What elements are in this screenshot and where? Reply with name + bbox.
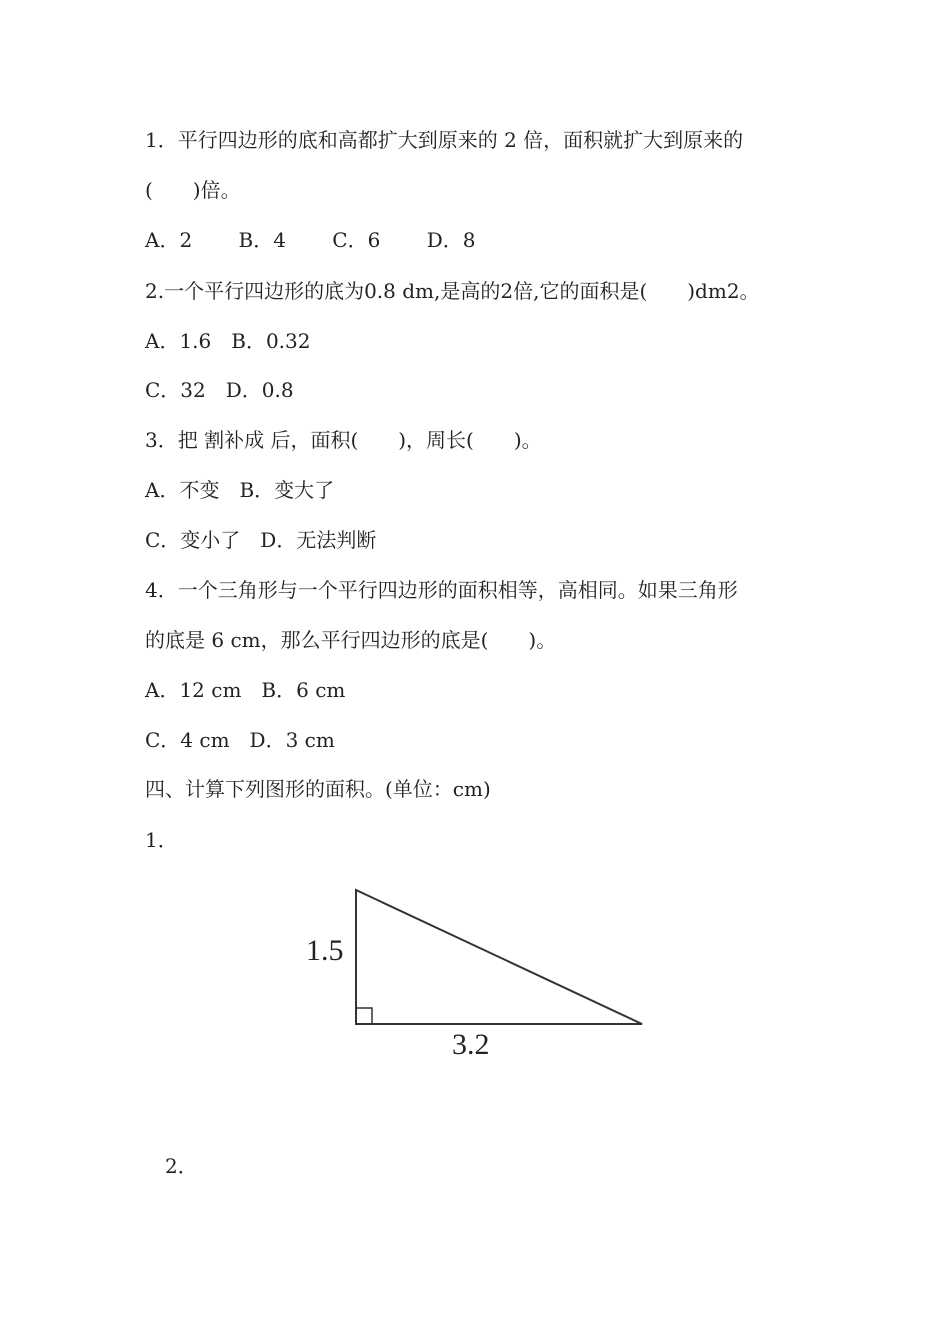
q2-question: 2.一个平行四边形的底为0.8 dm,是高的2倍,它的面积是( )dm2。	[145, 279, 760, 303]
right-triangle	[356, 890, 642, 1024]
q2-options-ab: A．1.6 B．0.32	[145, 329, 311, 353]
q1-line2: ( )倍。	[145, 178, 241, 202]
section-four-heading: 四、计算下列图形的面积。(单位：cm)	[145, 777, 491, 801]
q1-line1: 1．平行四边形的底和高都扩大到原来的 2 倍，面积就扩大到原来的	[145, 128, 744, 152]
right-triangle-figure	[300, 880, 660, 1060]
q4-options-cd: C．4 cm D．3 cm	[145, 728, 335, 752]
q1-options: A．2 B．4 C．6 D．8	[145, 228, 476, 252]
q4-line1: 4．一个三角形与一个平行四边形的面积相等，高相同。如果三角形	[145, 578, 738, 602]
height-label: 1.5	[306, 934, 344, 967]
base-label: 3.2	[452, 1028, 490, 1060]
q3-options-cd: C．变小了 D．无法判断	[145, 528, 377, 552]
q4-line2: 的底是 6 cm，那么平行四边形的底是( )。	[145, 628, 557, 652]
right-angle-marker	[356, 1008, 372, 1024]
q3-question: 3．把 割补成 后，面积( )，周长( )。	[145, 428, 542, 452]
q3-options-ab: A．不变 B．变大了	[145, 478, 335, 502]
problem-2-label: 2．	[165, 1154, 198, 1178]
q4-options-ab: A．12 cm B．6 cm	[145, 678, 346, 702]
q2-options-cd: C．32 D．0.8	[145, 378, 294, 402]
problem-1-label: 1．	[145, 828, 178, 852]
